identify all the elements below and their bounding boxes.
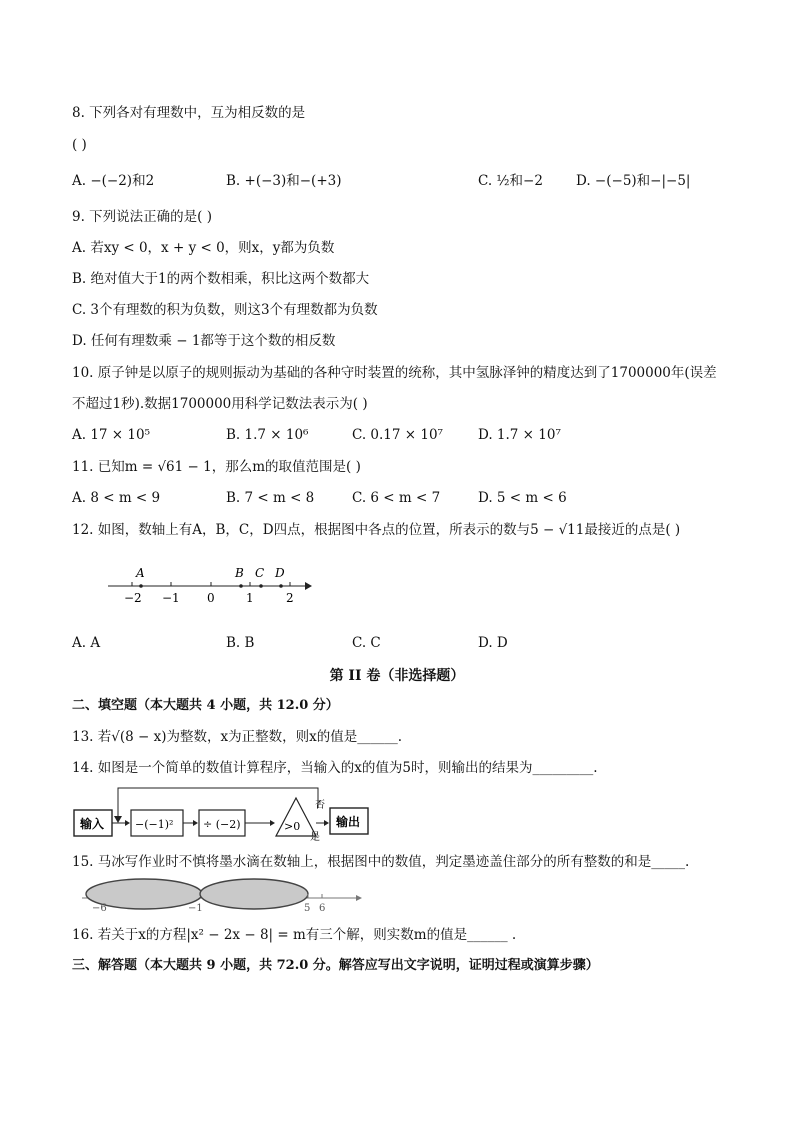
q9-option-a: A. 若xy < 0，x + y < 0，则x，y都为负数 xyxy=(72,240,335,256)
section3-heading: 三、解答题（本大题共 9 小题，共 72.0 分。解答应写出文字说明，证明过程或演算步骤） xyxy=(72,958,599,973)
q8-option-a: A. −(−2)和2 xyxy=(72,173,155,189)
flow-no-label: 否 xyxy=(315,800,325,811)
q14-flowchart xyxy=(72,786,372,842)
q9-stem: 9. 下列说法正确的是( ) xyxy=(72,209,212,225)
ink-tick-6: 6 xyxy=(319,903,326,914)
part2-title: 第 II 卷（非选择题） xyxy=(329,668,465,684)
flow-yes-label: 是 xyxy=(310,832,320,843)
tick-label-2: 2 xyxy=(286,591,294,605)
tick-label-0: 0 xyxy=(207,591,215,605)
point-c-label: C xyxy=(255,566,265,580)
q11-stem: 11. 已知m = √61 − 1，那么m的取值范围是( ) xyxy=(72,459,361,475)
q14-stem: 14. 如图是一个简单的数值计算程序，当输入的x的值为5时，则输出的结果为_________. xyxy=(72,760,598,776)
q10-option-a: A. 17 × 10⁵ xyxy=(72,427,150,443)
q9-option-b: B. 绝对值大于1的两个数相乘，积比这两个数都大 xyxy=(72,271,370,287)
ink-tick-5: 5 xyxy=(304,903,311,914)
q11-option-d: D. 5 < m < 6 xyxy=(478,490,567,506)
tick-label-neg1: −1 xyxy=(162,591,180,605)
q12-option-d: D. D xyxy=(478,635,508,651)
q9-option-d: D. 任何有理数乘 − 1都等于这个数的相反数 xyxy=(72,333,336,349)
q8-answer-paren: ( ) xyxy=(72,137,87,153)
flow-condition-label: >0 xyxy=(284,820,301,833)
q8-stem: 8. 下列各对有理数中，互为相反数的是 xyxy=(72,105,306,121)
point-b-label: B xyxy=(235,566,244,580)
flow-output-label: 输出 xyxy=(336,815,361,829)
q12-number-line xyxy=(100,562,320,612)
q10-option-d: D. 1.7 × 10⁷ xyxy=(478,427,561,443)
q8-option-c: C. ½和−2 xyxy=(478,173,543,189)
flow-input-label: 输入 xyxy=(80,817,105,831)
point-c-dot xyxy=(259,584,263,588)
q11-option-a: A. 8 < m < 9 xyxy=(72,490,161,506)
q16-stem: 16. 若关于x的方程|x² − 2x − 8| = m有三个解，则实数m的值是______ . xyxy=(72,927,517,943)
q8-option-b: B. +(−3)和−(+3) xyxy=(226,173,342,189)
q12-stem: 12. 如图，数轴上有A，B，C，D四点，根据图中各点的位置，所表示的数与5 − √11最接近的点是( ) xyxy=(72,522,681,538)
q10-stem-line1: 10. 原子钟是以原子的规则振动为基础的各种守时装置的统称，其中氢脉泽钟的精度达到了1700000年(误差 xyxy=(72,365,717,381)
point-b-dot xyxy=(239,584,243,588)
q11-option-b: B. 7 < m < 8 xyxy=(226,490,315,506)
tick-label-neg2: −2 xyxy=(124,591,142,605)
q11-option-c: C. 6 < m < 7 xyxy=(352,490,441,506)
q10-stem-line2: 不超过1秒).数据1700000用科学记数法表示为( ) xyxy=(72,396,368,412)
ink-tick-neg6: −6 xyxy=(92,903,107,914)
point-d-label: D xyxy=(275,566,285,580)
q13-stem: 13. 若√(8 − x)为整数，x为正整数，则x的值是______. xyxy=(72,729,403,745)
q12-option-c: C. C xyxy=(352,635,381,651)
q15-stem: 15. 马冰写作业时不慎将墨水滴在数轴上，根据图中的数值，判定墨迹盖住部分的所有整数的和是_____. xyxy=(72,854,690,870)
ink-tick-neg1: −1 xyxy=(188,903,203,914)
tick-label-1: 1 xyxy=(246,591,254,605)
flow-step1-label: −(−1)² xyxy=(135,818,174,831)
q12-option-b: B. B xyxy=(226,635,255,651)
point-d-dot xyxy=(279,584,283,588)
section2-heading: 二、填空题（本大题共 4 小题，共 12.0 分） xyxy=(72,698,339,713)
q10-option-b: B. 1.7 × 10⁶ xyxy=(226,427,309,443)
flow-step2-label: ÷ (−2) xyxy=(203,818,241,831)
q12-option-a: A. A xyxy=(72,635,101,651)
q10-option-c: C. 0.17 × 10⁷ xyxy=(352,427,443,443)
point-a-label: A xyxy=(136,566,145,580)
point-a-dot xyxy=(139,584,143,588)
q8-option-d: D. −(−5)和−|−5| xyxy=(576,173,691,189)
ink-blot-right xyxy=(200,879,308,909)
q9-option-c: C. 3个有理数的积为负数，则这3个有理数都为负数 xyxy=(72,302,378,318)
q15-ink-number-line xyxy=(80,876,380,916)
